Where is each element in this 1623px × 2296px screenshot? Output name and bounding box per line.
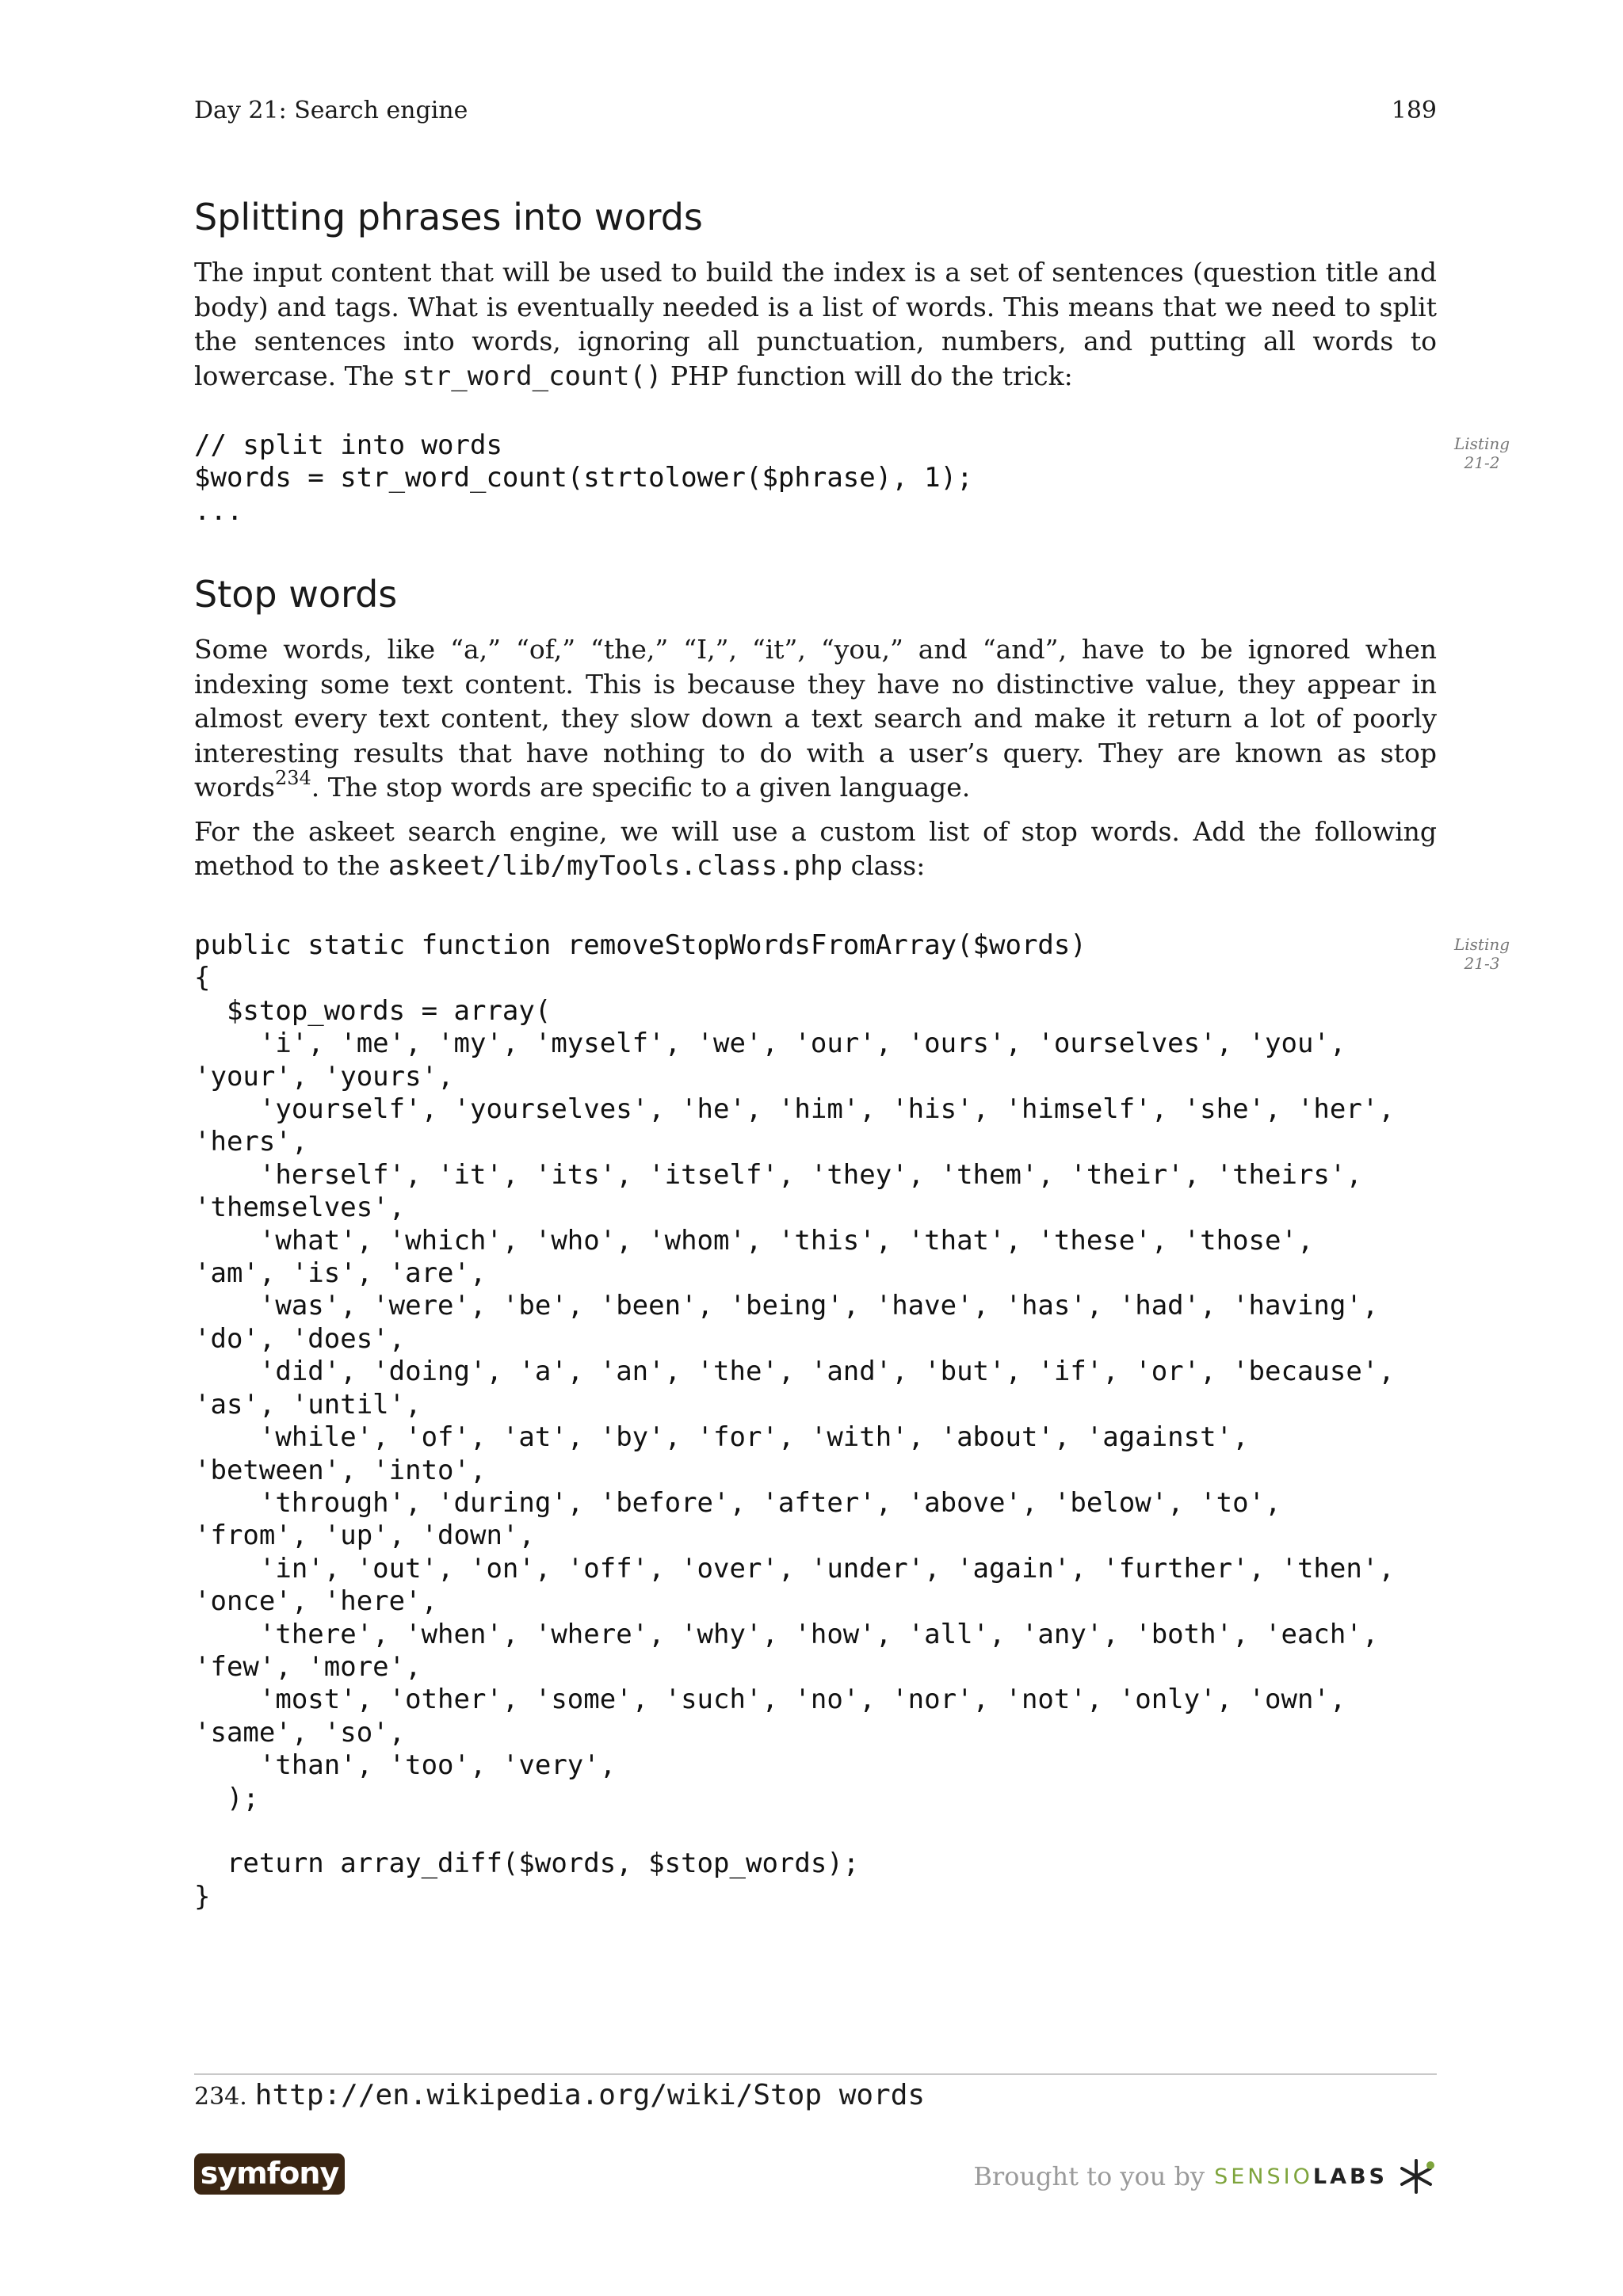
paragraph: For the askeet search engine, we will use a custom list of stop words. Add the following method to the askeet/lib/myTools.class.php class: [194,815,1437,882]
footnote-number: 234. [194,2083,247,2111]
inline-code: str_word_count() [402,360,663,392]
footnote-divider [194,2073,1437,2075]
paragraph: The input content that will be used to build the index is a set of sentences (question title and body) and tags. What is eventually needed is a list of words. This means that we need to split the sentences into words, ignoring all punctuation, numbers, and putting all words to lowercase. The str_word_count() PHP function will do the trick: [194,257,1437,392]
code-listing-21-3 [194,929,1437,1913]
brought-to-you-text: Brought to you by [973,2161,1205,2191]
symfony-logo: symfony [194,2153,345,2195]
code-block: // split into words $words = str_word_count(strtolower($phrase), 1); ... [194,429,973,527]
section-heading: Stop words [194,573,398,616]
sponsor-credit [973,2157,1437,2196]
section-stop-words [194,572,1437,884]
footnote-reference: 234 [274,767,311,789]
section-splitting-phrases [194,195,1437,394]
code-block: public static function removeStopWordsFromArray($words) { $stop_words = array( 'i', 'me', 'my', 'myself', 'we', 'our', 'ours', 'ourselves', 'you', 'your', 'yours', 'yourself', 'yourselves', 'he', 'him', 'his', 'himself', 'she', 'her', 'hers', 'herself', 'it', 'its', 'itself', 'they', 'them', 'their', 'theirs', 'themselves', 'what', 'which', 'who', 'whom', 'this', 'that', 'these', 'those', 'am', 'is', 'are', 'was', 'were', 'be', 'been', 'being', 'have', 'has', 'had', 'having', 'do', 'does', 'did', 'doing', 'a', 'an', 'the', 'and', 'but', 'if', 'or', 'because', 'as', 'until', 'while', 'of', 'at', 'by', 'for', 'with', 'about', 'against', 'between', 'into', 'through', 'during', 'before', 'after', 'above', 'below', 'to', 'from', 'up', 'down', 'in', 'out', 'on', 'off', 'over', 'under', 'again', 'further', 'then', 'once', 'here', 'there', 'when', 'where', 'why', 'how', 'all', 'any', 'both', 'each', 'few', 'more', 'most', 'other', 'some', 'such', 'no', 'nor', 'not', 'only', 'own', 'same', 'so', 'than', 'too', 'very', ); return array_diff($words, $stop_words); } [194,929,1395,1913]
running-header-page-number: 189 [1391,97,1437,124]
footnote [194,2079,925,2111]
labs-logo-text: LABS [1312,2164,1388,2189]
sensio-logo-text: SENSIO [1214,2164,1313,2189]
listing-label-21-2: Listing 21-2 [1453,434,1510,472]
sensiolabs-asterisk-icon [1396,2156,1437,2197]
section-heading: Splitting phrases into words [194,196,703,238]
listing-label-21-3: Listing 21-3 [1453,935,1510,973]
inline-code: askeet/lib/myTools.class.php [388,850,843,882]
footnote-link[interactable]: http://en.wikipedia.org/wiki/Stop words [254,2079,926,2111]
code-listing-21-2 [194,429,1437,528]
paragraph: Some words, like “a,” “of,” “the,” “I,”, “it”, “you,” and “and”, have to be ignored when indexing some text content. This is because they have no distinctive value, they appear in almost every text content, they slow down a text search and make it return a lot of poorly interesting results that have nothing to do with a user’s query. They are known as stop words$^{234}$. The stop words are specific to a given language. [194,634,1437,803]
running-header-chapter: Day 21: Search engine [194,97,468,124]
